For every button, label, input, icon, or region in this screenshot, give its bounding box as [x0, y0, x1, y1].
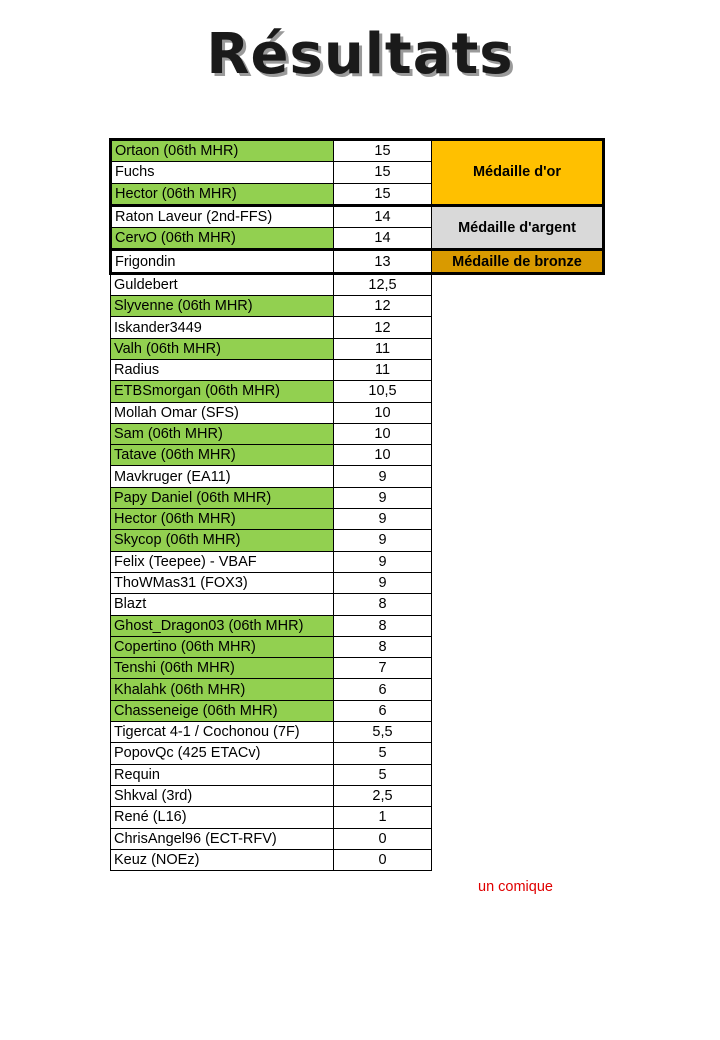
empty-cell	[432, 445, 604, 466]
player-score: 9	[334, 487, 432, 508]
player-score: 13	[334, 250, 432, 273]
player-score: 9	[334, 530, 432, 551]
player-name: ETBSmorgan (06th MHR)	[111, 381, 334, 402]
empty-cell	[432, 594, 604, 615]
player-name: Khalahk (06th MHR)	[111, 679, 334, 700]
empty-cell	[432, 828, 604, 849]
table-row	[111, 273, 604, 295]
player-score: 12	[334, 296, 432, 317]
empty-cell	[432, 509, 604, 530]
player-score: 11	[334, 338, 432, 359]
table-row	[111, 530, 604, 551]
player-score: 8	[334, 636, 432, 657]
player-name: Frigondin	[111, 250, 334, 273]
player-name: ThoWMas31 (FOX3)	[111, 572, 334, 593]
table-row	[111, 572, 604, 593]
table-row	[111, 338, 604, 359]
empty-cell	[432, 743, 604, 764]
player-name: Tenshi (06th MHR)	[111, 658, 334, 679]
player-score: 5	[334, 743, 432, 764]
player-name: Keuz (NOEz)	[111, 849, 334, 870]
player-name: Valh (06th MHR)	[111, 338, 334, 359]
table-row	[111, 807, 604, 828]
player-score: 14	[334, 228, 432, 250]
table-row	[111, 445, 604, 466]
player-name: Ortaon (06th MHR)	[111, 140, 334, 162]
table-row	[111, 743, 604, 764]
player-name: Hector (06th MHR)	[111, 183, 334, 205]
player-name: Requin	[111, 764, 334, 785]
empty-cell	[432, 764, 604, 785]
table-row	[111, 296, 604, 317]
empty-cell	[432, 722, 604, 743]
player-score: 5	[334, 764, 432, 785]
player-name: Tigercat 4-1 / Cochonou (7F)	[111, 722, 334, 743]
player-score: 8	[334, 615, 432, 636]
empty-cell	[432, 317, 604, 338]
player-name: Mollah Omar (SFS)	[111, 402, 334, 423]
silver-medal-label: Médaille d'argent	[432, 205, 604, 250]
empty-cell	[432, 679, 604, 700]
results-table-body	[111, 140, 604, 871]
player-name: PopovQc (425 ETACv)	[111, 743, 334, 764]
player-name: Radius	[111, 359, 334, 380]
player-score: 2,5	[334, 785, 432, 806]
player-score: 9	[334, 509, 432, 530]
table-row	[111, 359, 604, 380]
empty-cell	[432, 849, 604, 870]
player-score: 12,5	[334, 273, 432, 295]
player-name: Copertino (06th MHR)	[111, 636, 334, 657]
table-row	[111, 402, 604, 423]
empty-cell	[432, 338, 604, 359]
player-score: 7	[334, 658, 432, 679]
empty-cell	[432, 636, 604, 657]
player-score: 9	[334, 572, 432, 593]
table-row	[111, 615, 604, 636]
player-name: Chasseneige (06th MHR)	[111, 700, 334, 721]
empty-cell	[432, 423, 604, 444]
player-name: Fuchs	[111, 162, 334, 183]
table-row	[111, 140, 604, 162]
empty-cell	[432, 551, 604, 572]
player-name: Ghost_Dragon03 (06th MHR)	[111, 615, 334, 636]
gold-medal-label: Médaille d'or	[432, 140, 604, 206]
table-row	[111, 764, 604, 785]
player-name: Hector (06th MHR)	[111, 509, 334, 530]
empty-cell	[432, 273, 604, 295]
player-name: Shkval (3rd)	[111, 785, 334, 806]
table-row	[111, 722, 604, 743]
table-row	[111, 551, 604, 572]
table-row	[111, 828, 604, 849]
empty-cell	[432, 487, 604, 508]
empty-cell	[432, 530, 604, 551]
player-name: Skycop (06th MHR)	[111, 530, 334, 551]
player-score: 11	[334, 359, 432, 380]
empty-cell	[432, 658, 604, 679]
player-score: 10	[334, 445, 432, 466]
player-name: Slyvenne (06th MHR)	[111, 296, 334, 317]
player-score: 10,5	[334, 381, 432, 402]
table-row	[111, 381, 604, 402]
table-row	[111, 466, 604, 487]
page-title: Résultats	[206, 22, 514, 87]
table-row	[111, 679, 604, 700]
empty-cell	[432, 615, 604, 636]
player-name: Iskander3449	[111, 317, 334, 338]
player-score: 6	[334, 700, 432, 721]
empty-cell	[432, 381, 604, 402]
empty-cell	[432, 359, 604, 380]
table-row	[111, 785, 604, 806]
empty-cell	[432, 572, 604, 593]
player-score: 6	[334, 679, 432, 700]
empty-cell	[432, 785, 604, 806]
table-row	[111, 205, 604, 227]
player-score: 15	[334, 140, 432, 162]
player-score: 14	[334, 205, 432, 227]
bronze-medal-label: Médaille de bronze	[432, 250, 604, 273]
comment-note: un comique	[478, 879, 553, 895]
table-row	[111, 317, 604, 338]
player-score: 15	[334, 162, 432, 183]
player-score: 9	[334, 466, 432, 487]
table-row	[111, 700, 604, 721]
player-name: Mavkruger (EA11)	[111, 466, 334, 487]
player-score: 10	[334, 402, 432, 423]
empty-cell	[432, 296, 604, 317]
empty-cell	[432, 807, 604, 828]
player-name: CervO (06th MHR)	[111, 228, 334, 250]
empty-cell	[432, 700, 604, 721]
player-score: 9	[334, 551, 432, 572]
player-name: Tatave (06th MHR)	[111, 445, 334, 466]
table-row	[111, 509, 604, 530]
empty-cell	[432, 466, 604, 487]
player-name: Guldebert	[111, 273, 334, 295]
player-name: Sam (06th MHR)	[111, 423, 334, 444]
player-name: Felix (Teepee) - VBAF	[111, 551, 334, 572]
table-row	[111, 250, 604, 273]
player-score: 0	[334, 828, 432, 849]
table-row	[111, 636, 604, 657]
table-row	[111, 658, 604, 679]
player-name: Blazt	[111, 594, 334, 615]
table-row	[111, 594, 604, 615]
player-score: 1	[334, 807, 432, 828]
player-score: 12	[334, 317, 432, 338]
table-row	[111, 423, 604, 444]
player-score: 8	[334, 594, 432, 615]
table-row	[111, 849, 604, 870]
player-name: René (L16)	[111, 807, 334, 828]
player-name: Papy Daniel (06th MHR)	[111, 487, 334, 508]
player-name: Raton Laveur (2nd-FFS)	[111, 205, 334, 227]
results-table	[109, 138, 605, 871]
player-score: 5,5	[334, 722, 432, 743]
player-score: 10	[334, 423, 432, 444]
player-name: ChrisAngel96 (ECT-RFV)	[111, 828, 334, 849]
player-score: 15	[334, 183, 432, 205]
table-row	[111, 487, 604, 508]
empty-cell	[432, 402, 604, 423]
player-score: 0	[334, 849, 432, 870]
